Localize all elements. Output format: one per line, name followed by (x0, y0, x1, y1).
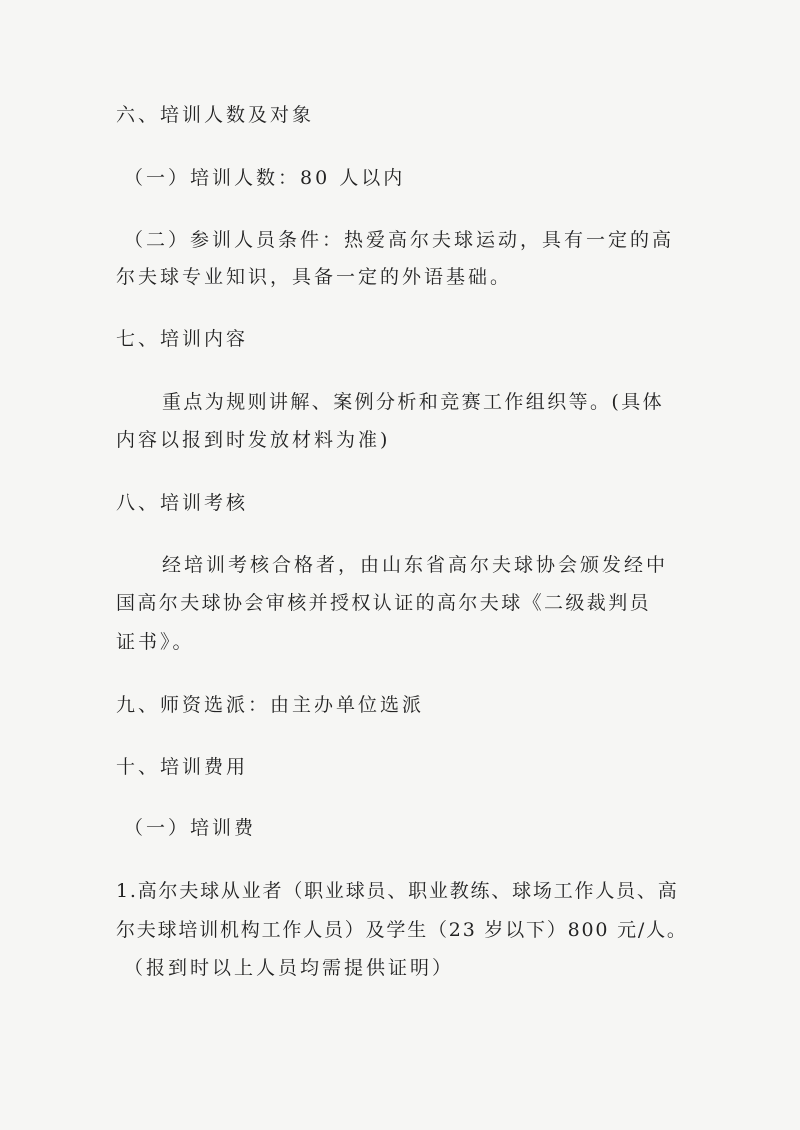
section-heading-7: 七、培训内容 (116, 328, 249, 350)
subsection-heading: （一）培训费 (124, 817, 257, 839)
text-line: 尔夫球专业知识，具备一定的外语基础。 (116, 266, 513, 288)
text-line: 1.高尔夫球从业者（职业球员、职业教练、球场工作人员、高 (116, 880, 679, 902)
section-heading-10: 十、培训费用 (116, 756, 249, 778)
text-line: 证书》。 (116, 631, 195, 653)
text-line: 重点为规则讲解、案例分析和竞赛工作组织等。(具体 (162, 391, 665, 413)
text-line: （一）培训人数：80 人以内 (124, 167, 406, 189)
text-line: （二）参训人员条件：热爱高尔夫球运动，具有一定的高 (124, 229, 675, 251)
text-line: 内容以报到时发放材料为准) (116, 429, 391, 451)
text-line: （报到时以上人员均需提供证明） (124, 957, 455, 979)
text-line: 经培训考核合格者，由山东省高尔夫球协会颁发经中 (162, 554, 669, 576)
section-heading-6: 六、培训人数及对象 (116, 104, 315, 126)
text-line: 尔夫球培训机构工作人员）及学生（23 岁以下）800 元/人。 (116, 919, 688, 941)
section-heading-8: 八、培训考核 (116, 492, 249, 514)
section-heading-9: 九、师资选派：由主办单位选派 (116, 694, 425, 716)
text-line: 国高尔夫球协会审核并授权认证的高尔夫球《二级裁判员 (116, 592, 652, 614)
